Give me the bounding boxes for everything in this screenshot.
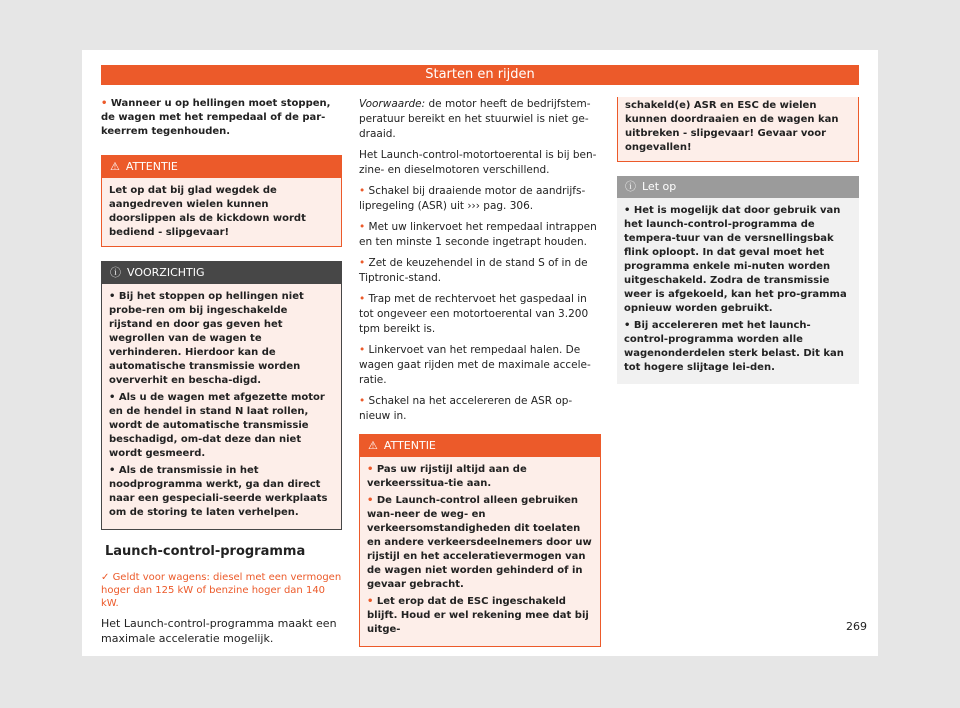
section-title: Launch-control-programma — [105, 544, 306, 559]
validity-note: ✓ Geldt voor wagens: diesel met een vermogen hoger dan 125 kW of benzine hoger dan 140 kW. — [101, 572, 342, 609]
list-item: • Als de transmissie in het noodprogramma werkt, ga dan direct naar een gespeciali-seerde werkplaats om de storing te laten verhelpen. — [109, 465, 328, 518]
letop-header: ⓘ Let op — [617, 176, 859, 198]
list-item: • Bij accelereren met het launch-control-programma worden alle wagenonderdelen sterk belast. Dit kan tot hogere slijtage lei-den. — [624, 320, 844, 373]
bullet-icon: • — [359, 395, 369, 407]
letop-box — [617, 176, 859, 384]
step-item: • Schakel bij draaiende motor de aandrijfs-lipregeling (ASR) uit ››› pag. 306. — [359, 185, 586, 212]
attentie-box — [101, 155, 342, 247]
column-1 — [101, 97, 342, 652]
intro-bullet: • Wanneer u op hellingen moet stoppen, de wagen met het rempedaal of de par-keerrem tegenhouden. — [101, 98, 331, 137]
bullet-icon: • — [367, 464, 377, 475]
warning-icon: ⚠ — [368, 439, 378, 452]
step-item: • Met uw linkervoet het rempedaal intrappen en ten minste 1 seconde ingetrapt houden. — [359, 221, 597, 248]
bullet-icon: • — [624, 320, 634, 331]
step-item: • Trap met de rechtervoet het gaspedaal in tot ongeveer een motortoerental van 3.200 tpm bereikt is. — [359, 293, 589, 335]
bullet-icon: • — [359, 344, 369, 356]
bullet-icon: • — [101, 98, 111, 109]
step-item: • Linkervoet van het rempedaal halen. De wagen gaat rijden met de maximale accele-ratie. — [359, 344, 591, 386]
step-item: • Schakel na het accelereren de ASR op-nieuw in. — [359, 395, 573, 422]
attentie-body: Let op dat bij glad wegdek de aangedreven wielen kunnen doorslippen als de kickdown wordt bediend - slipgevaar! — [102, 178, 341, 246]
bullet-icon: • — [109, 291, 119, 302]
voorzichtig-header: ⓘ VOORZICHTIG — [102, 262, 341, 284]
attentie-continuation-box — [617, 97, 859, 162]
bullet-icon: • — [359, 185, 369, 197]
bullet-icon: • — [359, 257, 369, 269]
step-item: • Zet de keuzehendel in de stand S of in de Tiptronic-stand. — [359, 257, 588, 284]
list-item: • Het is mogelijk dat door gebruik van het launch-control-programma de tempera-tuur van de versnellingsbak flink oploopt. In dat geval moet het programma enkele mi-nuten worden uitgeschakeld. Zodra de transmissie weer is afgekoeld, kan het pro-gramma opnieuw worden gebruikt. — [624, 205, 847, 314]
bullet-icon: • — [624, 205, 634, 216]
prerequisite-text: Voorwaarde: de motor heeft de bedrijfstem-peratuur bereikt en het stuurwiel is niet ge-draaid. — [359, 98, 591, 140]
bullet-icon: • — [359, 221, 369, 233]
list-item: • Let erop dat de ESC ingeschakeld blijft. Houd er wel rekening mee dat bij uitge- — [367, 596, 589, 635]
list-item: • Als u de wagen met afgezette motor en de hendel in stand N laat rollen, wordt de automatische transmissie beschadigd, om-dat deze dan niet wordt gesmeerd. — [109, 392, 325, 459]
attentie-header: ⚠ ATTENTIE — [360, 435, 600, 457]
list-item: • Pas uw rijstijl altijd aan de verkeerssitua-tie aan. — [367, 464, 527, 489]
caution-icon: ⓘ — [110, 266, 121, 279]
page-number: 269 — [846, 620, 867, 633]
voorzichtig-box — [101, 261, 342, 530]
bullet-icon: • — [359, 293, 369, 305]
bullet-icon: • — [367, 596, 377, 607]
letop-body — [617, 198, 859, 384]
checkmark-icon: ✓ — [101, 572, 113, 583]
attentie-continuation: schakeld(e) ASR en ESC de wielen kunnen doordraaien en de wagen kan uitbreken - slipgevaar! Gevaar voor ongevallen! — [618, 97, 858, 161]
attentie-box-2 — [359, 434, 601, 647]
info-icon: ⓘ — [625, 180, 636, 193]
voorzichtig-body — [102, 284, 341, 529]
column-3 — [617, 97, 859, 398]
rpm-text: Het Launch-control-motortoerental is bij ben-zine- en dieselmotoren verschillend. — [359, 149, 597, 176]
attentie-header: ⚠ ATTENTIE — [102, 156, 341, 178]
warning-icon: ⚠ — [110, 160, 120, 173]
column-2 — [359, 97, 601, 661]
bullet-icon: • — [109, 465, 119, 476]
bullet-icon: • — [109, 392, 119, 403]
body-text: Het Launch-control-programma maakt een maximale acceleratie mogelijk. — [101, 617, 337, 645]
page-header: Starten en rijden — [101, 65, 859, 85]
bullet-icon: • — [367, 495, 377, 506]
list-item: • Bij het stoppen op hellingen niet probe-ren om bij ingeschakelde rijstand en door gas geven het wegrollen van de wagen te verhinderen. Hierdoor kan de automatische transmissie worden oververhit en bescha-digd. — [109, 291, 304, 386]
attentie-body — [360, 457, 600, 646]
list-item: • De Launch-control alleen gebruiken wan-neer de weg- en verkeersomstandigheden dit toelaten en andere verkeersdeelnemers door uw rijstijl en het acceleratievermogen van de wagen niet worden gehinderd of in gevaar gebracht. — [367, 495, 592, 590]
